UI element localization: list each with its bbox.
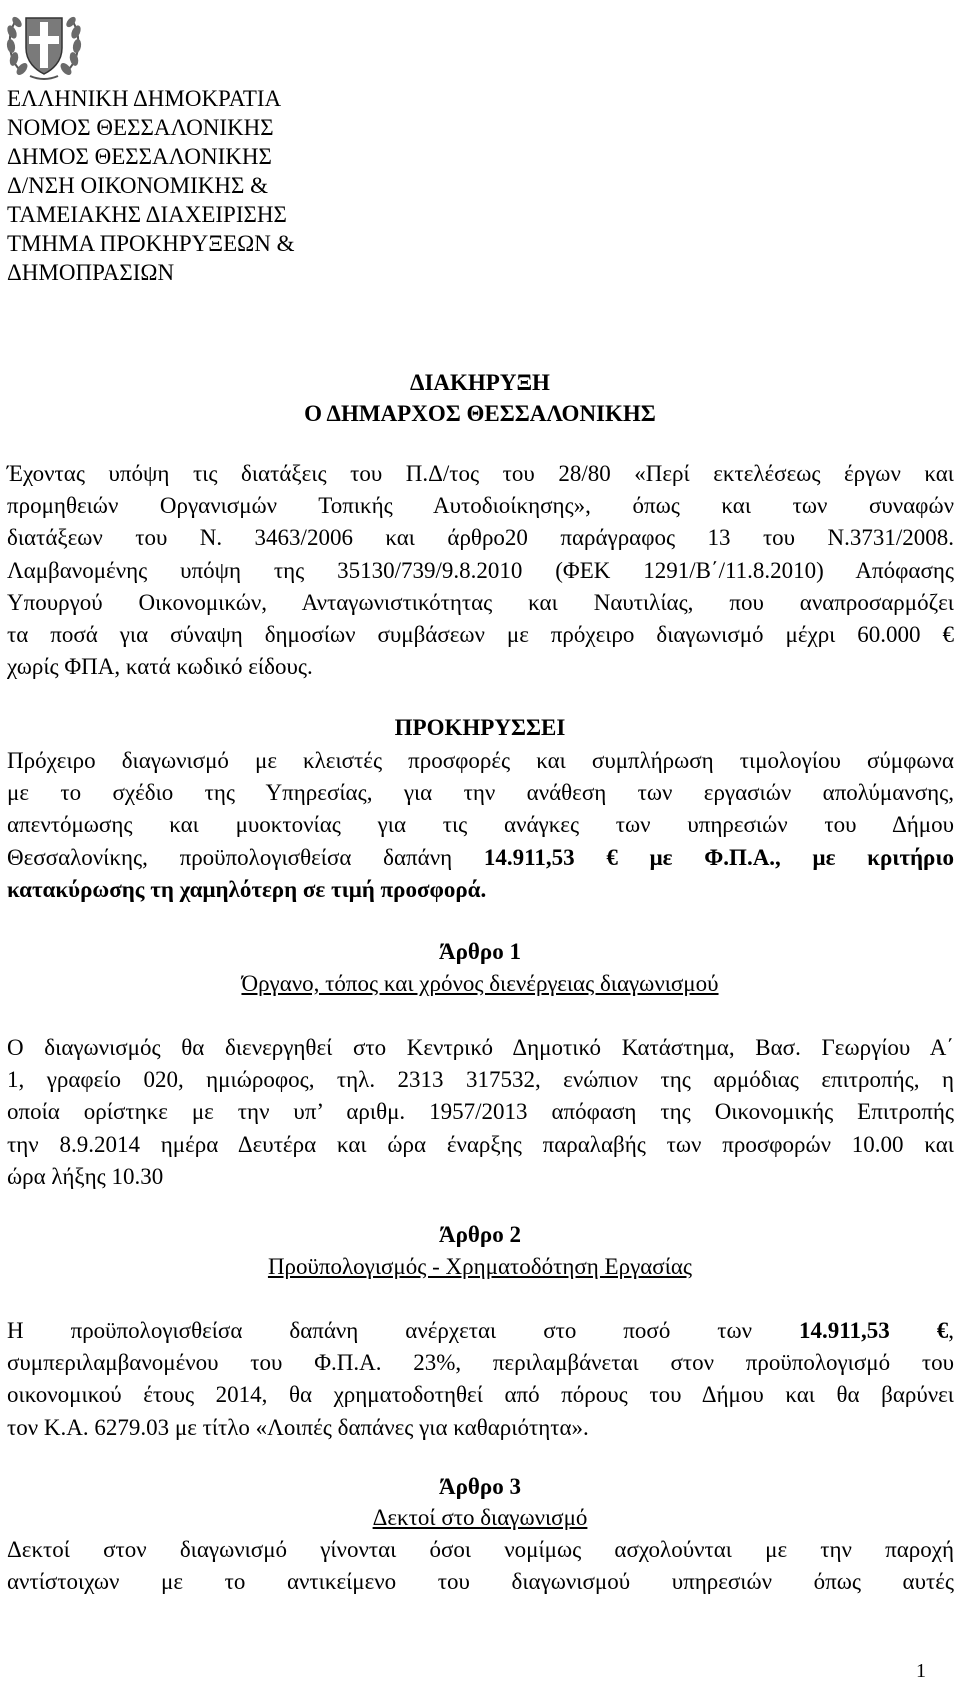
paragraph-line: Λαμβανομένης υπόψη της 35130/739/9.8.2010 (ΦΕΚ 1291/Β΄/11.8.2010) Απόφασης — [7, 557, 954, 583]
proclaims-heading: ΠΡΟΚΗΡΥΣΣΕΙ — [394, 715, 566, 740]
header-line: ΝΟΜΟΣ ΘΕΣΣΑΛΟΝΙΚΗΣ — [7, 115, 274, 140]
paragraph-line: ώρα λήξης 10.30 — [7, 1163, 164, 1189]
header-line: ΕΛΛΗΝΙΚΗ ΔΗΜΟΚΡΑΤΙΑ — [7, 86, 282, 111]
paragraph-line: αντίστοιχων με το αντικείμενο του διαγωνισμού υπηρεσιών όπως αυτές — [7, 1569, 954, 1595]
page-number: 1 — [916, 1660, 926, 1682]
article-3-paragraph — [7, 1534, 954, 1598]
document-title: ΔΙΑΚΗΡΥΞΗ — [410, 370, 550, 395]
paragraph-line: χωρίς ΦΠΑ, κατά κωδικό είδους. — [7, 654, 313, 680]
mayor-title: Ο ΔΗΜΑΡΧΟΣ ΘΕΣΣΑΛΟΝΙΚΗΣ — [304, 401, 656, 426]
article-2-heading: Άρθρο 2 — [439, 1222, 521, 1247]
preamble-paragraph — [7, 458, 954, 683]
article-2-paragraph — [7, 1315, 954, 1444]
budget-text: Θεσσαλονίκης, προϋπολογισθείσα δαπάνη — [7, 844, 484, 870]
article-3-subheading: Δεκτοί στο διαγωνισμό — [372, 1505, 588, 1530]
header-line: Δ/ΝΣΗ ΟΙΚΟΝΟΜΙΚΗΣ & — [7, 173, 269, 198]
paragraph-line: με το σχέδιο της Υπηρεσίας, για την ανάθεση των εργασιών απολύμανσης, — [7, 780, 954, 806]
greek-coat-of-arms-icon — [2, 2, 86, 86]
paragraph-line: τον Κ.Α. 6279.03 με τίτλο «Λοιπές δαπάνες για καθαριότητα». — [7, 1414, 589, 1440]
paragraph-line: την 8.9.2014 ημέρα Δευτέρα και ώρα έναρξης παραλαβής των προσφορών 10.00 και — [7, 1131, 954, 1157]
article-1-heading: Άρθρο 1 — [439, 939, 521, 964]
header-line: ΤΑΜΕΙΑΚΗΣ ΔΙΑΧΕΙΡΙΣΗΣ — [7, 202, 287, 227]
paragraph-line: οικονομικού έτους 2014, θα χρηματοδοτηθεί από πόρους του Δήμου και θα βαρύνει — [7, 1382, 954, 1408]
paragraph-line: απεντόμωσης και μυοκτονίας για τις ανάγκες των υπηρεσιών του Δήμου — [7, 812, 954, 838]
paragraph-line — [7, 874, 954, 906]
proclaims-paragraph — [7, 745, 954, 906]
paragraph-line: οποία ορίστηκε με την υπ’ αριθμ. 1957/2013 απόφαση της Οικονομικής Επιτροπής — [7, 1099, 954, 1125]
article-1-subheading: Όργανο, τόπος και χρόνος διενέργειας διαγωνισμού — [241, 971, 719, 996]
paragraph-line: Δεκτοί στον διαγωνισμό γίνονται όσοι νομίμως ασχολούνται με την παροχή — [7, 1537, 954, 1562]
issuer-header — [7, 84, 294, 287]
budget-amount: 14.911,53 € με Φ.Π.Α., με κριτήριο — [483, 844, 954, 870]
paragraph-line: Ο διαγωνισμός θα διενεργηθεί στο Κεντρικό Δημοτικό Κατάστημα, Βασ. Γεωργίου Α΄ — [7, 1035, 954, 1060]
budget-text: Η προϋπολογισθείσα δαπάνη ανέρχεται στο ποσό των — [7, 1318, 800, 1343]
paragraph-line — [7, 1315, 954, 1347]
header-line: ΤΜΗΜΑ ΠΡΟΚΗΡΥΞΕΩΝ & — [7, 231, 295, 256]
paragraph-line: 1, γραφείο 020, ημιώροφος, τηλ. 2313 317532, ενώπιον της αρμόδιας επιτροπής, η — [7, 1067, 954, 1093]
article-3-heading: Άρθρο 3 — [439, 1474, 521, 1499]
article-1-paragraph — [7, 1032, 954, 1193]
paragraph-line: Έχοντας υπόψη τις διατάξεις του Π.Δ/τος του 28/80 «Περί εκτελέσεως έργων και — [7, 461, 954, 486]
budget-amount: 14.911,53 € — [799, 1318, 949, 1343]
paragraph-line: συμπεριλαμβανομένου του Φ.Π.Α. 23%, περιλαμβάνεται στον προϋπολογισμό του — [7, 1350, 954, 1376]
header-line: ΔΗΜΟΣ ΘΕΣΣΑΛΟΝΙΚΗΣ — [7, 144, 272, 169]
header-line: ΔΗΜΟΠΡΑΣΙΩΝ — [7, 260, 175, 285]
paragraph-line: διατάξεων του Ν. 3463/2006 και άρθρο20 παράγραφος 13 του Ν.3731/2008. — [7, 525, 954, 551]
budget-tail: , — [948, 1318, 954, 1343]
paragraph-line: Πρόχειρο διαγωνισμό με κλειστές προσφορές και συμπλήρωση τιμολογίου σύμφωνα — [7, 748, 954, 773]
award-criterion: κατακύρωσης τη χαμηλότερη σε τιμή προσφορά. — [7, 876, 487, 902]
paragraph-line: προμηθειών Οργανισμών Τοπικής Αυτοδιοίκησης», όπως και των συναφών — [7, 493, 954, 519]
paragraph-line: τα ποσά για σύναψη δημοσίων συμβάσεων με πρόχειρο διαγωνισμό μέχρι 60.000 € — [7, 622, 954, 648]
article-2-subheading: Προϋπολογισμός - Χρηματοδότηση Εργασίας — [267, 1254, 693, 1279]
paragraph-line — [7, 842, 954, 874]
paragraph-line: Υπουργού Οικονομικών, Ανταγωνιστικότητας και Ναυτιλίας, που αναπροσαρμόζει — [7, 589, 954, 615]
